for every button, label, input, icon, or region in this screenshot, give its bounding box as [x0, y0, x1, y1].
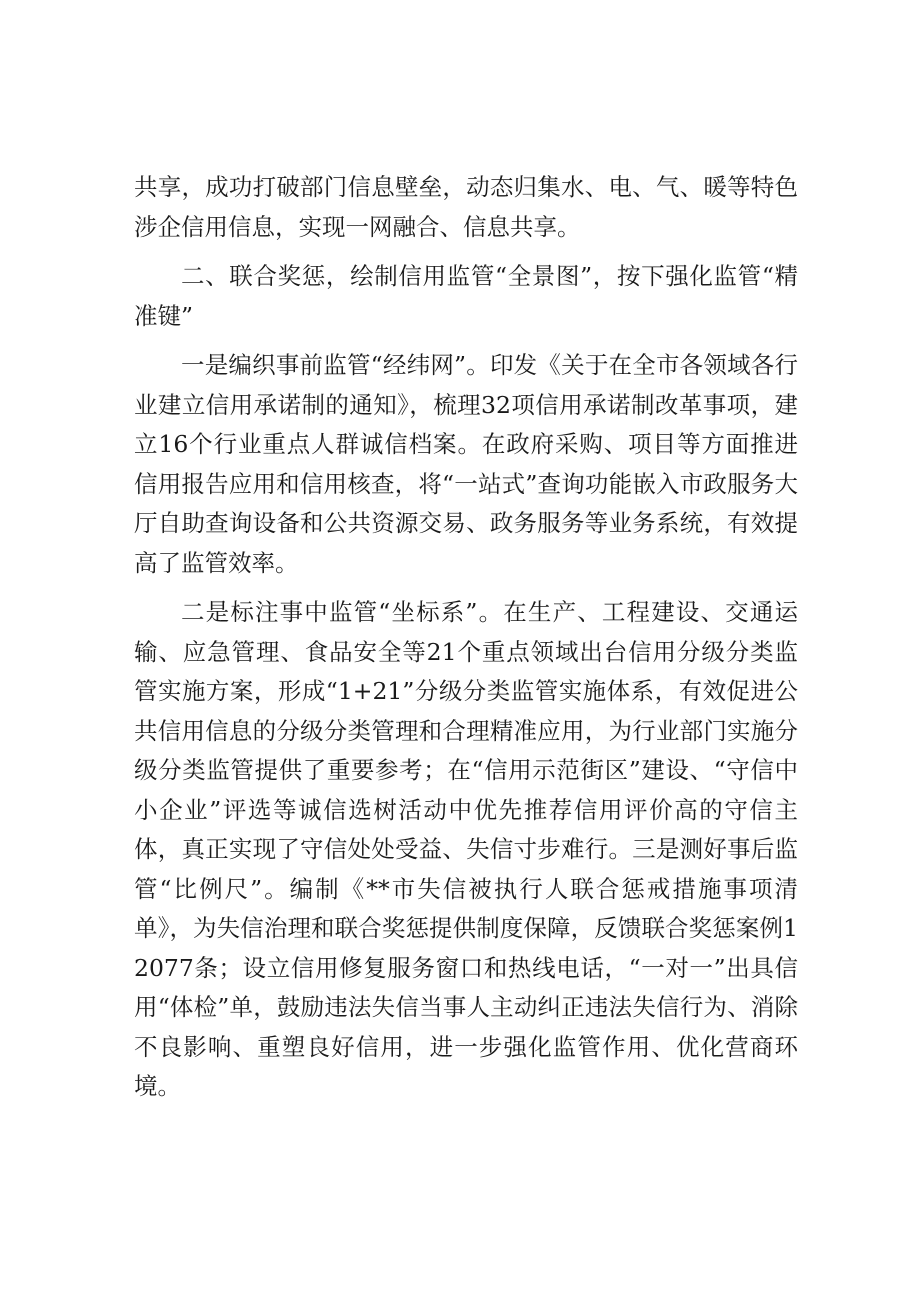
- paragraph-pre-supervision: 一是编织事前监管“经纬网”。印发《关于在全市各领域各行业建立信用承诺制的通知》，梳理32项信用承诺制改革事项，建立16个行业重点人群诚信档案。在政府采购、项目等方面推进信用报告应用和信用核查，将“一站式”查询功能嵌入市政服务大厅自助查询设备和公共资源交易、政务服务等业务系统，有效提高了监管效率。: [134, 351, 798, 577]
- paragraph-continuation: 共享，成功打破部门信息壁垒，动态归集水、电、气、暖等特色涉企信用信息，实现一网融合、信息共享。: [134, 173, 798, 241]
- paragraph-mid-supervision: 二是标注事中监管“坐标系”。在生产、工程建设、交通运输、应急管理、食品安全等21个重点领域出台信用分级分类监管实施方案，形成“1+21”分级分类监管实施体系，有效促进公共信用信息的分级分类管理和合理精准应用，为行业部门实施分级分类监管提供了重要参考；在“信用示范街区”建设、“守信中小企业”评选等诚信选树活动中优先推荐信用评价高的守信主体，真正实现了守信处处受益、失信寸步难行。三是测好事后监管“比例尺”。编制《**市失信被执行人联合惩戒措施事项清单》，为失信治理和联合奖惩提供制度保障，反馈联合奖惩案例12077条；设立信用修复服务窗口和热线电话，“一对一”出具信用“体检”单，鼓励违法失信当事人主动纠正违法失信行为、消除不良影响、重塑良好信用，进一步强化监管作用、优化营商环境。: [134, 598, 798, 1100]
- section-heading: 二、联合奖惩，绘制信用监管“全景图”，按下强化监管“精准键”: [134, 262, 798, 330]
- document-body: [134, 168, 798, 1117]
